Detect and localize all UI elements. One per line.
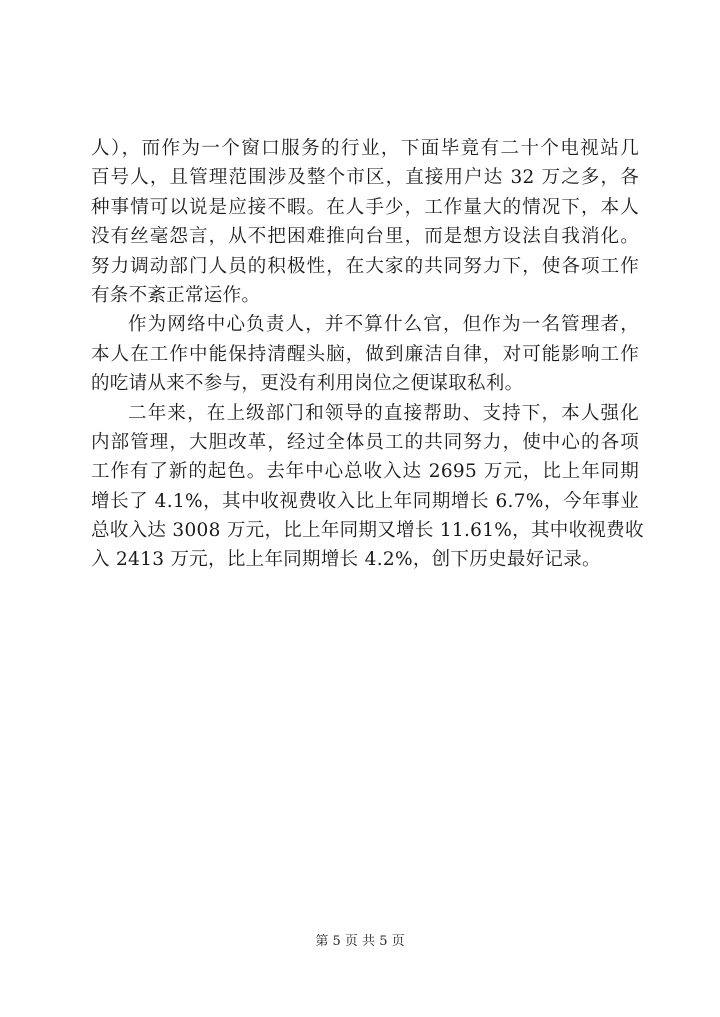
text-line: 百号人，且管理范围涉及整个市区，直接用户达 32 万之多，各 [91, 167, 639, 189]
document-body [91, 134, 644, 575]
text-line: 内部管理，大胆改革，经过全体员工的共同努力，使中心的各项 [91, 431, 639, 453]
text-line: 努力调动部门人员的积极性，在大家的共同努力下，使各项工作 [91, 255, 639, 277]
text-line: 总收入达 3008 万元，比上年同期又增长 11.61%，其中收视费收 [91, 520, 644, 542]
text-line: 没有丝毫怨言，从不把困难推向台里，而是想方设法自我消化。 [91, 226, 639, 248]
paragraph-first-line: 作为网络中心负责人，并不算什么官，但作为一名管理者， [128, 314, 639, 336]
text-line: 人），而作为一个窗口服务的行业，下面毕竟有二十个电视站几 [91, 138, 639, 159]
page-number-footer: 第 5 页 共 5 页 [315, 934, 405, 949]
paragraph-first-line: 二年来，在上级部门和领导的直接帮助、支持下，本人强化 [128, 402, 639, 424]
text-line: 种事情可以说是应接不暇。在人手少，工作量大的情况下，本人 [91, 196, 639, 218]
text-line: 工作有了新的起色。去年中心总收入达 2695 万元，比上年同期 [91, 461, 639, 483]
text-line: 增长了 4.1%，其中收视费收入比上年同期增长 6.7%，今年事业 [91, 490, 639, 512]
text-line: 入 2413 万元，比上年同期增长 4.2%，创下历史最好记录。 [91, 549, 601, 571]
text-line: 本人在工作中能保持清醒头脑，做到廉洁自律，对可能影响工作 [91, 343, 639, 365]
text-line: 的吃请从来不参与，更没有利用岗位之便谋取私利。 [91, 373, 524, 395]
text-line: 有条不紊正常运作。 [91, 284, 261, 306]
